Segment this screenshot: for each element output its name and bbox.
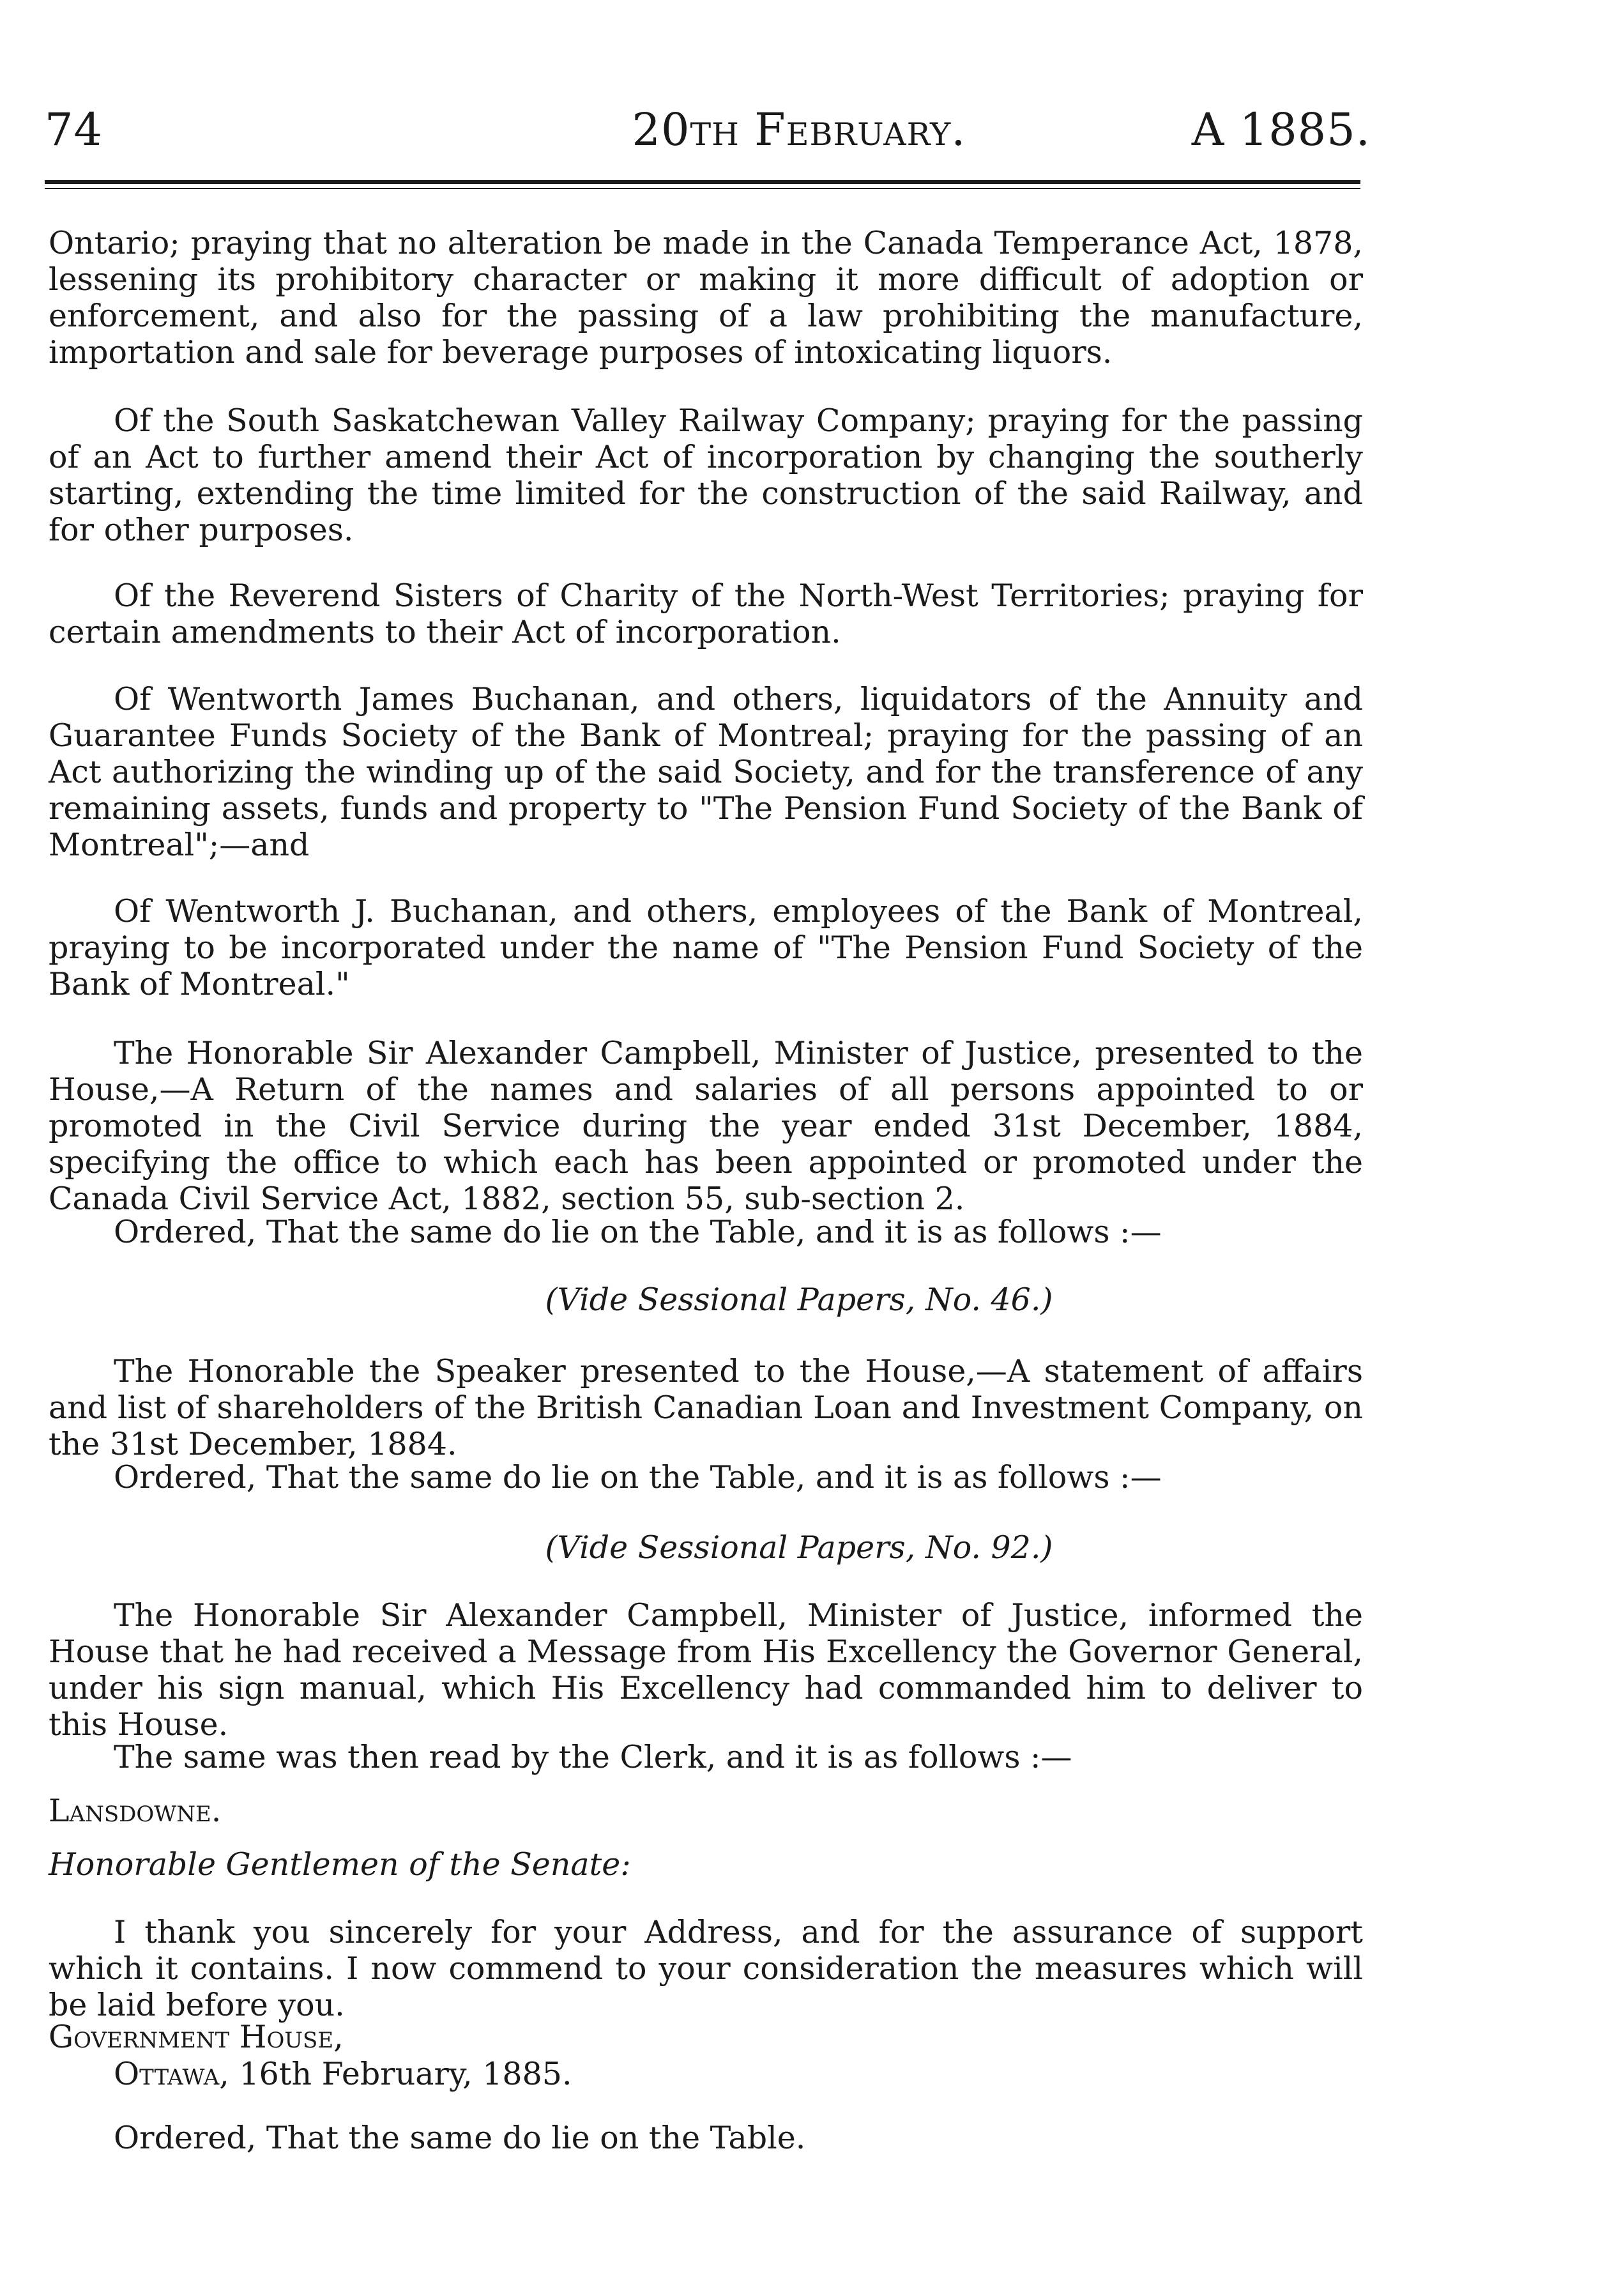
petition-sisters-of-charity: Of the Reverend Sisters of Charity of the North-West Territories; praying for certain amendments to their Act of incorporation.: [49, 578, 1363, 650]
statement-british-canadian-loan: The Honorable the Speaker presented to the House,—A statement of affairs and list of shareholders of the British Canadian Loan and Investment Company, on the 31st December, 1884.: [49, 1353, 1363, 1462]
page-number: 74: [45, 103, 103, 156]
vide-sessional-papers-46: (Vide Sessional Papers, No. 46.): [545, 1282, 1053, 1318]
final-order: Ordered, That the same do lie on the Table.: [114, 2120, 806, 2156]
petition-buchanan-liquidators: Of Wentworth James Buchanan, and others, liquidators of the Annuity and Guarantee Funds Society of the Bank of Montreal; praying for the passing of an Act authorizing the winding up of the said Society, and for the transference of any remaining assets, funds and property to "The Pension Fund Society of the Bank of Montreal";—and: [49, 681, 1363, 863]
message-governor-general: The Honorable Sir Alexander Campbell, Minister of Justice, informed the House that he had received a Message from His Excellency the Governor General, under his sign manual, which His Excellency had commanded him to deliver to this House.: [49, 1597, 1363, 1743]
government-house: Government House,: [49, 2019, 344, 2055]
petition-saskatchewan-railway: Of the South Saskatchewan Valley Railway Company; praying for the passing of an Act to further amend their Act of incorporation by changing the southerly starting, extending the time limited for the construction of the said Railway, and for other purposes.: [49, 402, 1363, 548]
page-date-heading: 20th February.: [632, 103, 966, 156]
ottawa-dateline: [49, 2056, 1363, 2092]
salutation-senate: Honorable Gentlemen of the Senate:: [49, 1846, 631, 1883]
header-rule-thick: [45, 180, 1360, 184]
ottawa-date: 16th February, 1885.: [239, 2056, 572, 2092]
header-rule-thin: [45, 188, 1360, 189]
return-civil-service: The Honorable Sir Alexander Campbell, Minister of Justice, presented to the House,—A Return of the names and salaries of all persons appointed to or promoted in the Civil Service during the year ended 31st December, 1884, specifying the office to which each has been appointed or promoted under the Canada Civil Service Act, 1882, section 55, sub-section 2.: [49, 1035, 1363, 1217]
message-text: I thank you sincerely for your Address, and for the assurance of support which it contains. I now commend to your consideration the measures which will be laid before you.: [49, 1914, 1363, 2023]
petition-ontario-continuation: Ontario; praying that no alteration be made in the Canada Temperance Act, 1878, lessening its prohibitory character or making it more difficult of adoption or enforcement, and also for the passing of a law prohibiting the manufacture, importation and sale for beverage purposes of intoxicating liquors.: [49, 225, 1363, 371]
read-by-clerk: The same was then read by the Clerk, and it is as follows :—: [114, 1739, 1072, 1775]
vide-sessional-papers-92: (Vide Sessional Papers, No. 92.): [545, 1529, 1053, 1566]
page-year: A 1885.: [1191, 103, 1371, 156]
signature-lansdowne: Lansdowne.: [49, 1793, 222, 1829]
order-lie-on-table-2: Ordered, That the same do lie on the Table, and it is as follows :—: [114, 1459, 1162, 1496]
ottawa-city: Ottawa,: [114, 2056, 229, 2092]
order-lie-on-table-1: Ordered, That the same do lie on the Table, and it is as follows :—: [114, 1214, 1162, 1250]
petition-buchanan-employees: Of Wentworth J. Buchanan, and others, employees of the Bank of Montreal, praying to be incorporated under the name of "The Pension Fund Society of the Bank of Montreal.": [49, 893, 1363, 1002]
